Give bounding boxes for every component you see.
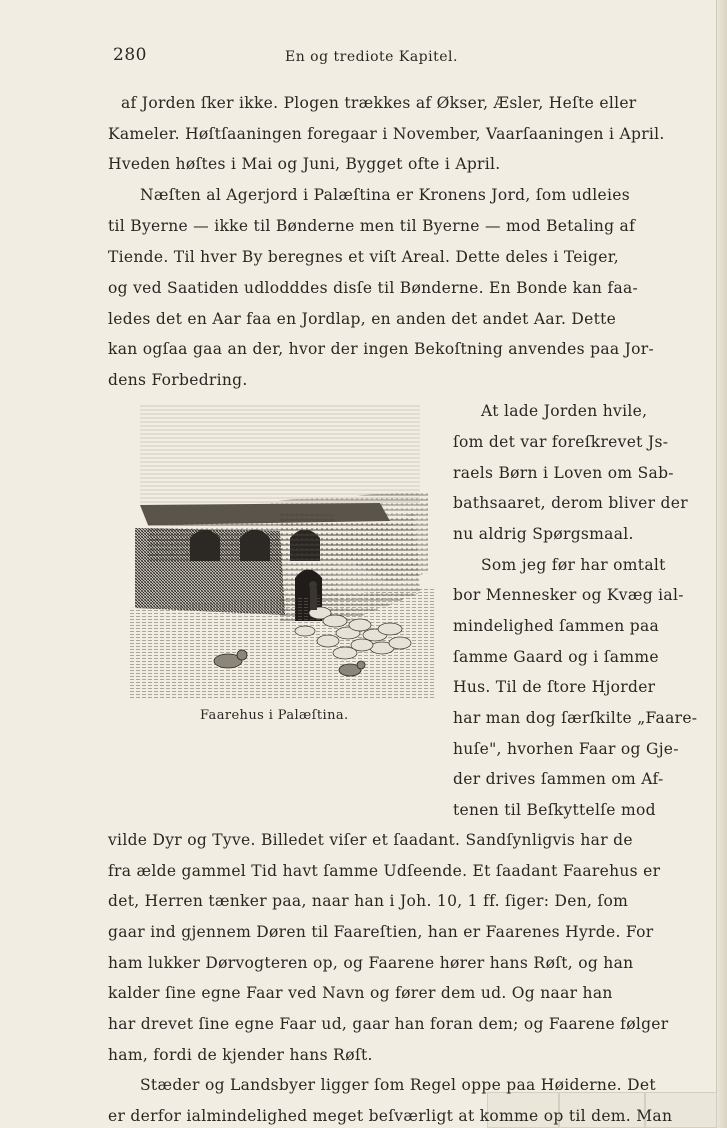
- figure-caption: Faarehus i Palæſtina.: [200, 708, 349, 723]
- text-line: bathsaaret, derom bliver der: [453, 494, 688, 512]
- text-line: huſe", hvorhen Faar og Gje-: [453, 740, 679, 758]
- text-line: Hveden høſtes i Mai og Juni, Bygget ofte i April.: [108, 155, 501, 173]
- text-line: ledes det en Aar faa en Jordlap, en anden det andet Aar. Dette: [108, 310, 617, 328]
- text-line: fra ælde gammel Tid havt ſamme Udſeende. Et ſaadant Faarehus er: [108, 862, 661, 880]
- text-line: ſamme Gaard og i ſamme: [453, 648, 659, 666]
- text-line: har man dog ſærſkilte „Faare-: [453, 709, 698, 727]
- text-line: er derfor ialmindelighed meget beſværligt at komme op til dem. Man: [108, 1107, 673, 1125]
- page-number: 280: [113, 45, 147, 65]
- text-line: ham lukker Dørvogteren op, og Faarene hører hans Røſt, og han: [108, 954, 634, 972]
- text-line: gaar ind gjennem Døren til Faareſtien, han er Faarenes Hyrde. For: [108, 923, 654, 941]
- sheepfold-illustration: [130, 393, 435, 700]
- text-line: Næſten al Agerjord i Palæſtina er Kronens Jord, ſom udleies: [140, 186, 630, 204]
- text-line: ſom det var foreſkrevet Js-: [453, 433, 669, 451]
- text-line: kan ogſaa gaa an der, hvor der ingen Bekoſtning anvendes paa Jor-: [108, 340, 655, 358]
- text-line: har drevet ſine egne Faar ud, gaar han foran dem; og Faarene følger: [108, 1015, 669, 1033]
- text-line: mindelighed ſammen paa: [453, 617, 660, 635]
- text-line: ham, fordi de kjender hans Røſt.: [108, 1046, 373, 1064]
- text-line: af Jorden ſker ikke. Plogen trækkes af Økser, Æsler, Heſte eller: [121, 94, 637, 112]
- text-line: kalder ſine egne Faar ved Navn og fører dem ud. Og naar han: [108, 984, 613, 1002]
- text-line: der drives ſammen om Af-: [453, 770, 664, 788]
- text-line: dens Forbedring.: [108, 371, 248, 389]
- text-line: raels Børn i Loven om Sab-: [453, 464, 674, 482]
- text-line: Kameler. Høſtſaaningen foregaar i November, Vaarſaaningen i April.: [108, 125, 665, 143]
- page-edge: [716, 0, 727, 1128]
- text-line: Stæder og Landsbyer ligger ſom Regel oppe paa Høiderne. Det: [140, 1076, 656, 1094]
- text-line: Som jeg før har omtalt: [481, 556, 666, 574]
- text-line: nu aldrig Spørgsmaal.: [453, 525, 634, 543]
- text-line: Hus. Til de ſtore Hjorder: [453, 678, 656, 696]
- text-line: Tiende. Til hver By beregnes et viſt Areal. Dette deles i Teiger,: [108, 248, 619, 266]
- running-head: En og trediote Kapitel.: [285, 49, 458, 65]
- text-line: det, Herren tænker paa, naar han i Joh. 10, 1 ff. ſiger: Den, ſom: [108, 892, 629, 910]
- text-line: At lade Jorden hvile,: [481, 402, 648, 420]
- text-line: tenen til Beſkyttelſe mod: [453, 801, 656, 819]
- text-line: bor Mennesker og Kvæg ial-: [453, 586, 684, 604]
- text-line: til Byerne — ikke til Bønderne men til Byerne — mod Betaling af: [108, 217, 636, 235]
- page-header: [110, 45, 650, 73]
- text-line: og ved Saatiden udlodddes disſe til Bønderne. En Bonde kan faa-: [108, 279, 639, 297]
- text-line: vilde Dyr og Tyve. Billedet viſer et ſaadant. Sandſynligvis har de: [108, 831, 633, 849]
